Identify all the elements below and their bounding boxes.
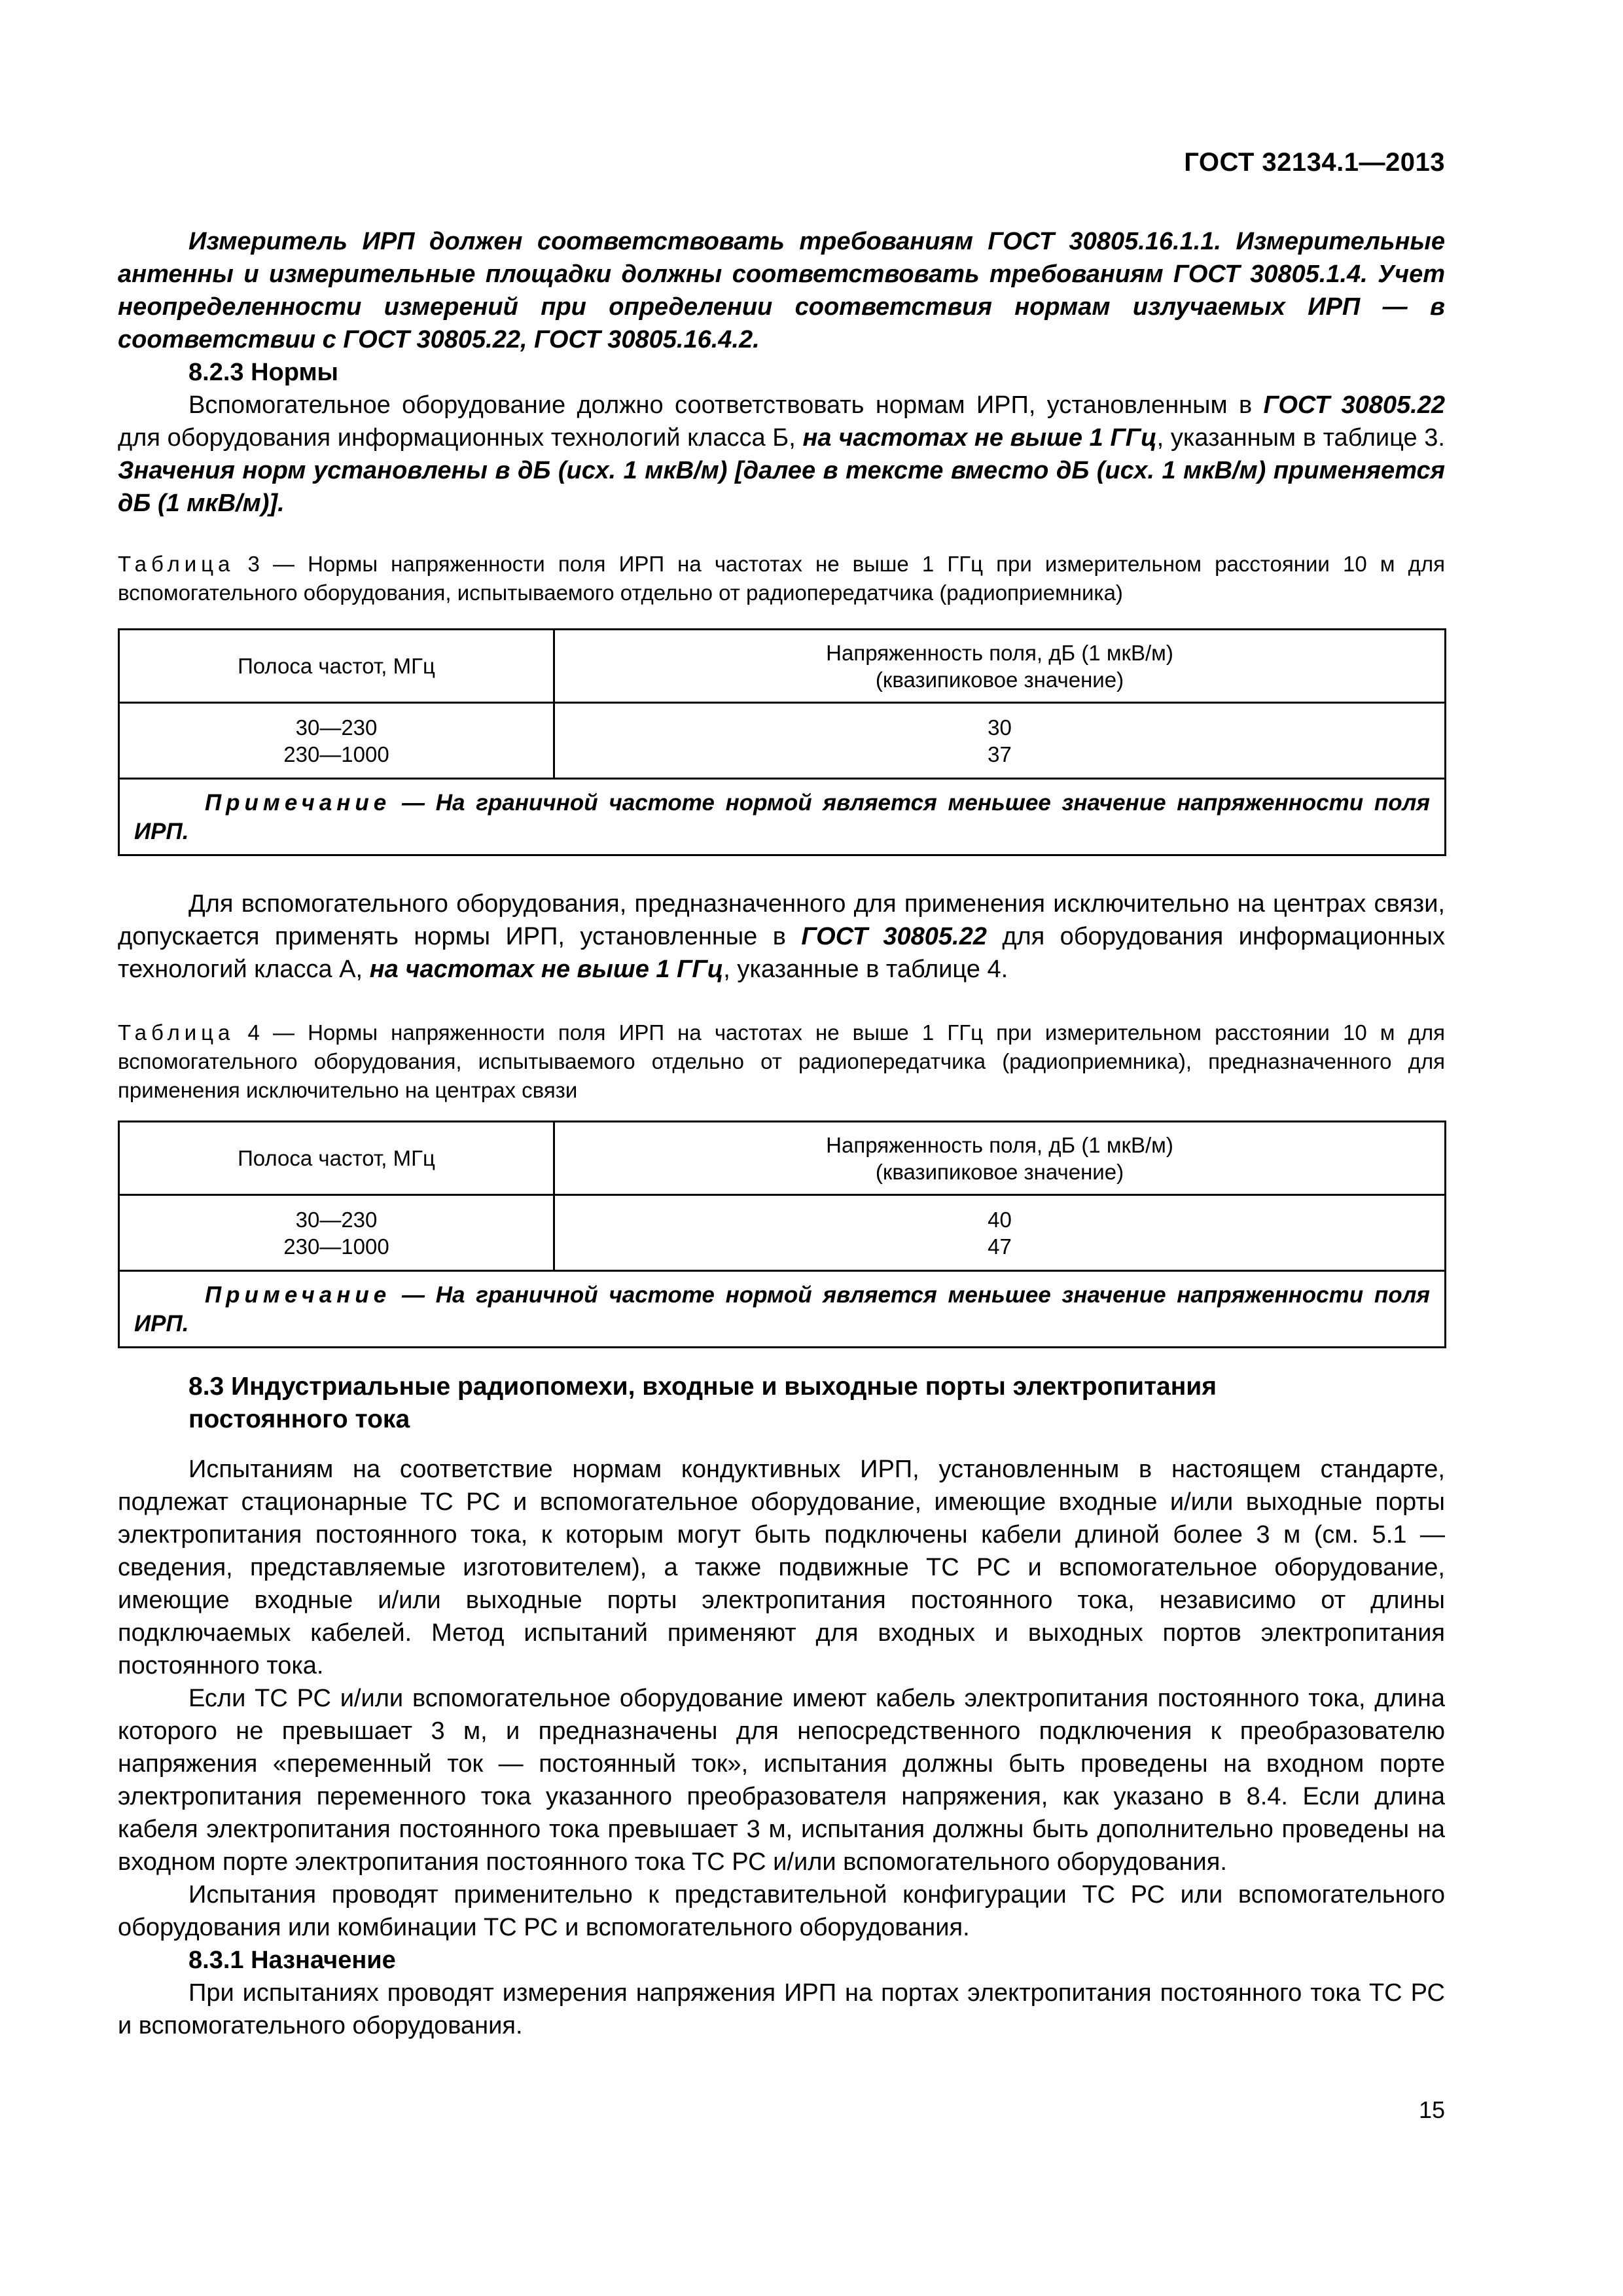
- table4-value-1: 40: [988, 1207, 1012, 1232]
- section-8-3-title: [188, 1371, 1432, 1436]
- table3-col2-header-line2: (квазипиковое значение): [875, 667, 1124, 692]
- table3-caption: [118, 550, 1445, 607]
- table3-data-row: [119, 703, 1446, 779]
- section-8-3-title-line1: 8.3 Индустриальные радиопомехи, входные и выходные порты электропитания: [188, 1372, 1217, 1401]
- cc-text-1: Для вспомогательного оборудования, предназначенного для применения исключительно на центрах связи, допускается применять нормы ИРП, установленные в: [118, 890, 1445, 950]
- table4-caption: [118, 1018, 1445, 1105]
- norms-text-3: , указанным в таблице 3.: [1156, 424, 1445, 452]
- norms-ref-units: Значения норм установлены в дБ (исх. 1 мкВ/м) [далее в тексте вместо дБ (исх. 1 мкВ/м) применяется дБ (1 мкВ/м)].: [118, 457, 1445, 517]
- table3-col2-header-line1: Напряженность поля, дБ (1 мкВ/м): [826, 640, 1173, 665]
- section-8-3-title-line2: постоянного тока: [188, 1405, 410, 1433]
- table3-note-text: — На граничной частоте нормой является меньшее значение напряженности поля ИРП.: [134, 790, 1430, 844]
- table3-header-row: [119, 630, 1446, 703]
- section-8-3-paragraph-2: Если ТС РС и/или вспомогательное оборудование имеют кабель электропитания постоянного тока, длина которого не превышает 3 м, и предназначены для непосредственного подключения к преобразователю напряжения «переменный ток — постоянный ток», испытания должны быть проведены на входном порте электропитания переменного тока указанного преобразователя напряжения, как указано в 8.4. Если длина кабеля электропитания постоянного тока превышает 3 м, испытания должны быть дополнительно проведены на входном порте электропитания постоянного тока ТС РС и/или вспомогательного оборудования.: [118, 1685, 1445, 1876]
- norms-paragraph: [118, 389, 1445, 520]
- norms-ref-frequency: на частотах не выше 1 ГГц: [802, 424, 1157, 452]
- table3-value-2: 37: [988, 742, 1012, 766]
- table4-header-row: [119, 1122, 1446, 1195]
- section-8-3-1-paragraph: При испытаниях проводят измерения напряжения ИРП на портах электропитания постоянного тока ТС РС и вспомогательного оборудования.: [118, 1979, 1445, 2039]
- communication-centers-paragraph: [118, 888, 1445, 986]
- table4-caption-text: 4 — Нормы напряженности поля ИРП на частотах не выше 1 ГГц при измерительном расстоянии 10 м для вспомогательного оборудования, испытываемого отдельно от радиопередатчика (радиоприемника), предназначенного для применения исключительно на центрах связи: [118, 1020, 1445, 1102]
- table4-col2-header-line2: (квазипиковое значение): [875, 1159, 1124, 1184]
- table3-note-word: Примечание: [205, 790, 391, 816]
- table3-band-1: 30—230: [295, 715, 378, 740]
- table-4: [118, 1121, 1446, 1348]
- between-tables-block: [118, 888, 1445, 986]
- cc-text-2: для оборудования информационных технологий класса А,: [118, 923, 1445, 983]
- top-block: [118, 225, 1445, 520]
- table4-caption-word: Таблица: [118, 1020, 235, 1045]
- document-header: ГОСТ 32134.1—2013: [1184, 148, 1445, 177]
- table4-value-2: 47: [988, 1234, 1012, 1259]
- table4-note-text: — На граничной частоте нормой является меньшее значение напряженности поля ИРП.: [134, 1282, 1430, 1336]
- section-8-3-paragraph-3: Испытания проводят применительно к представительной конфигурации ТС РС или вспомогательного оборудования или комбинации ТС РС и вспомогательного оборудования.: [118, 1881, 1445, 1941]
- table4-band-2: 230—1000: [283, 1234, 389, 1259]
- table4-data-row: [119, 1195, 1446, 1271]
- table3-caption-text: 3 — Нормы напряженности поля ИРП на частотах не выше 1 ГГц при измерительном расстоянии 10 м для вспомогательного оборудования, испытываемого отдельно от радиопередатчика (радиоприемника): [118, 552, 1445, 605]
- table4-note-row: [119, 1271, 1446, 1348]
- cc-ref-gost: ГОСТ 30805.22: [801, 923, 987, 950]
- page-number: 15: [1418, 2096, 1445, 2123]
- table3-caption-word: Таблица: [118, 552, 235, 576]
- table4-note-word: Примечание: [205, 1282, 391, 1308]
- table4-col2-header-line1: Напряженность поля, дБ (1 мкВ/м): [826, 1132, 1173, 1157]
- table4-note: [119, 1271, 1446, 1348]
- section-8-3-paragraph-1: Испытаниям на соответствие нормам кондуктивных ИРП, установленным в настоящем стандарте, подлежат стационарные ТС РС и вспомогательное оборудование, имеющие входные и/или выходные порты электропитания постоянного тока, к которым могут быть подключены кабели длиной более 3 м (см. 5.1 — сведения, представляемые изготовителем), а также подвижные ТС РС и вспомогательное оборудование, имеющие входные и/или выходные порты электропитания постоянного тока, независимо от длины подключаемых кабелей. Метод испытаний применяют для входных и выходных портов электропитания постоянного тока.: [118, 1456, 1445, 1679]
- table3-note-row: [119, 779, 1446, 855]
- cc-text-3: , указанные в таблице 4.: [723, 956, 1008, 983]
- table4-band-1: 30—230: [295, 1207, 378, 1232]
- measurement-requirements-paragraph: Измеритель ИРП должен соответствовать требованиям ГОСТ 30805.16.1.1. Измерительные антенны и измерительные площадки должны соответствовать требованиям ГОСТ 30805.1.4. Учет неопределенности измерений при определении соответствия нормам излучаемых ИРП — в соответствии с ГОСТ 30805.22, ГОСТ 30805.16.4.2.: [118, 228, 1445, 353]
- table4-col2-header: [554, 1122, 1446, 1195]
- heading-8-3-1: 8.3.1 Назначение: [188, 1946, 396, 1974]
- table4-band-cell: [119, 1195, 554, 1271]
- norms-text-2: для оборудования информационных технологий класса Б,: [118, 424, 803, 452]
- table3-col1-header: Полоса частот, МГц: [119, 630, 554, 703]
- table3-note: [119, 779, 1446, 855]
- section-8-3-body: [118, 1453, 1445, 2042]
- table3-band-2: 230—1000: [283, 742, 389, 766]
- table3-col2-header: [554, 630, 1446, 703]
- norms-ref-gost: ГОСТ 30805.22: [1263, 391, 1445, 419]
- table4-col1-header: Полоса частот, МГц: [119, 1122, 554, 1195]
- table3-value-cell: [554, 703, 1446, 779]
- table4-value-cell: [554, 1195, 1446, 1271]
- table3-band-cell: [119, 703, 554, 779]
- cc-ref-frequency: на частотах не выше 1 ГГц: [369, 956, 724, 983]
- table3-value-1: 30: [988, 715, 1012, 740]
- table-3: [118, 628, 1446, 856]
- norms-text-1: Вспомогательное оборудование должно соответствовать нормам ИРП, установленным в: [188, 391, 1264, 419]
- heading-8-2-3: 8.2.3 Нормы: [188, 359, 339, 386]
